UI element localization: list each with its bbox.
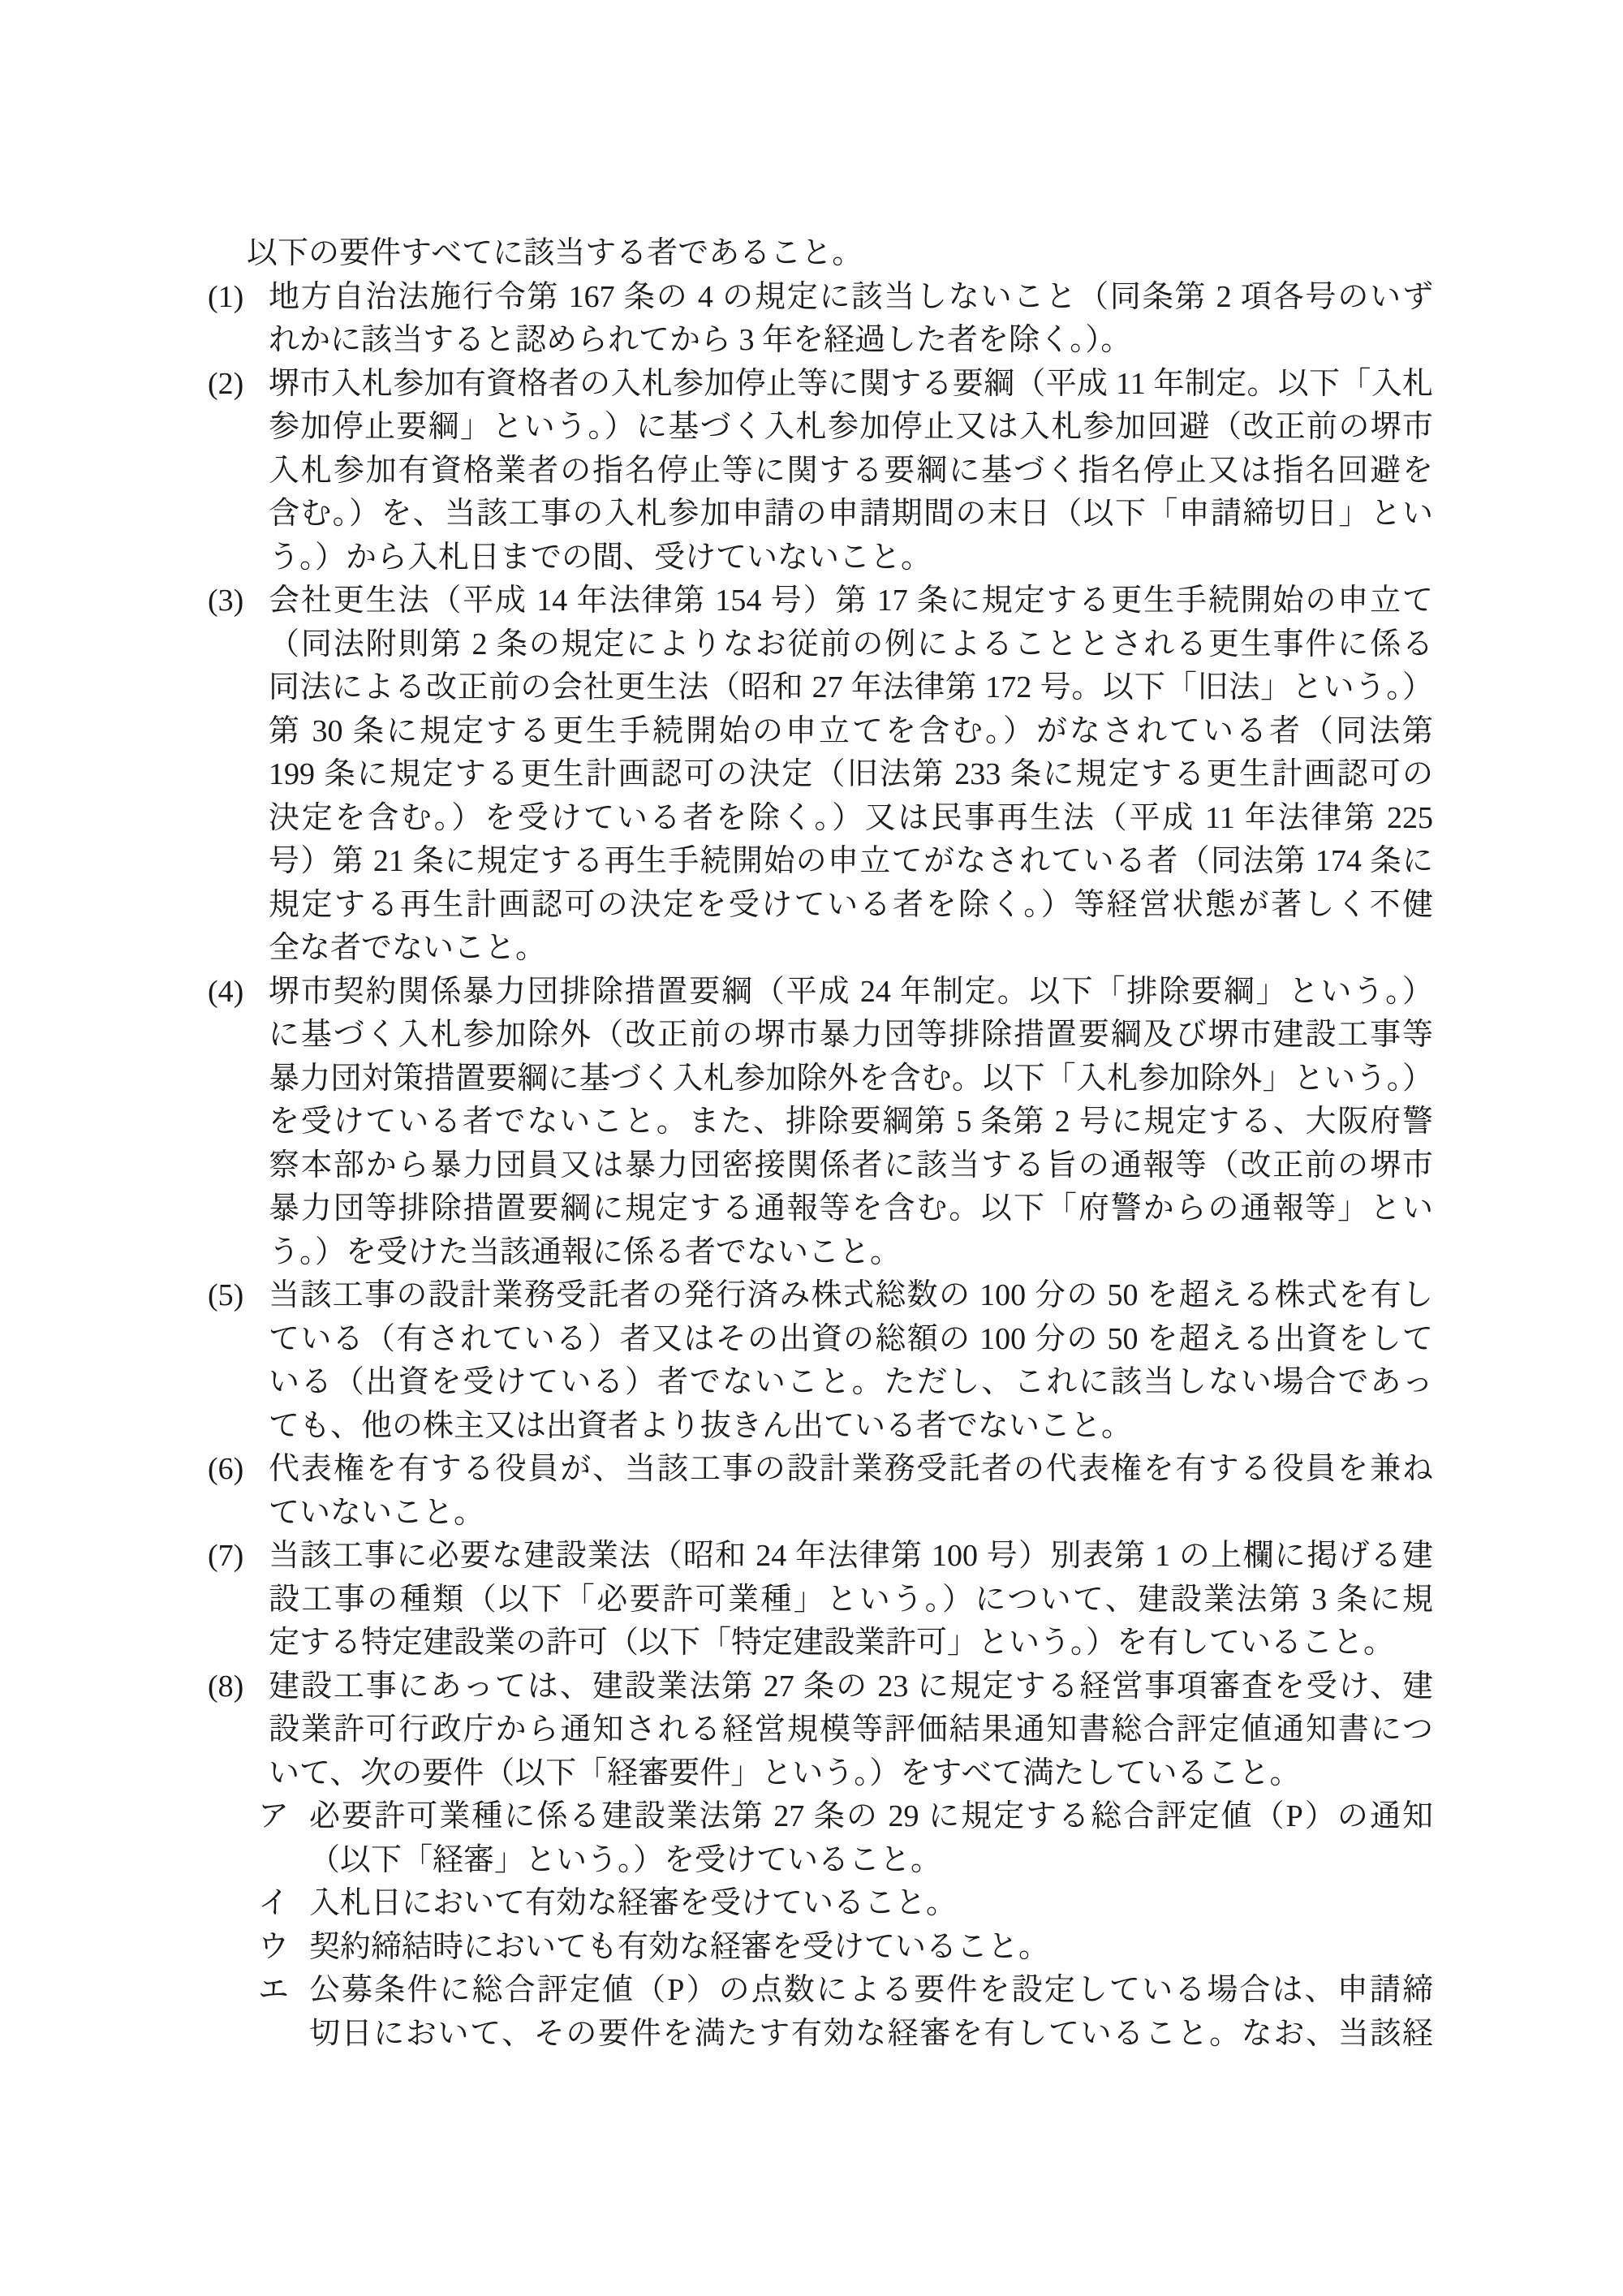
text-line: 設工事の種類（以下「必要許可業種」という。）について、建設業法第 3 条に規 <box>269 1582 1433 1617</box>
text-line: 199 条に規定する更生計画認可の決定（旧法第 233 条に規定する更生計画認可の <box>269 757 1433 791</box>
paragraph-item-4 <box>208 971 1433 1275</box>
text-line: に基づく入札参加除外（改正前の堺市暴力団等排除措置要綱及び堺市建設工事等 <box>269 1018 1433 1052</box>
text-line: 当該工事の設計業務受託者の発行済み株式総数の 100 分の 50 を超える株式を有し <box>269 1278 1433 1312</box>
text-line: 当該工事に必要な建設業法（昭和 24 年法律第 100 号）別表第 1 の上欄に掲げる建 <box>269 1539 1433 1573</box>
paragraph-item-9 <box>208 1795 1433 1882</box>
document-content <box>208 232 1433 2056</box>
text-line: いる（出資を受けている）者でないこと。ただし、これに該当しない場合であっ <box>269 1365 1433 1399</box>
item-marker: エ <box>258 1973 290 2007</box>
text-line: 堺市契約関係暴力団排除措置要綱（平成 24 年制定。以下「排除要綱」という。） <box>269 974 1433 1009</box>
text-line: う。）から入札日までの間、受けていないこと。 <box>269 540 932 575</box>
text-line: 堺市入札参加有資格者の入札参加停止等に関する要綱（平成 11 年制定。以下「入札 <box>269 366 1433 401</box>
item-marker: ウ <box>258 1929 290 1964</box>
text-line: 含む。）を、当該工事の入札参加申請の申請期間の末日（以下「申請締切日」とい <box>269 497 1433 531</box>
item-marker: (3) <box>208 584 244 618</box>
text-line: （以下「経審」という。）を受けていること。 <box>309 1842 942 1877</box>
text-line: 入札日において有効な経審を受けていること。 <box>309 1886 958 1920</box>
text-line: 暴力団等排除措置要綱に規定する通報等を含む。以下「府警からの通報等」とい <box>269 1191 1433 1226</box>
text-line: 地方自治法施行令第 167 条の 4 の規定に該当しないこと（同条第 2 項各号のいず <box>269 279 1433 314</box>
item-marker: (4) <box>208 974 244 1009</box>
text-line: 必要許可業種に係る建設業法第 27 条の 29 に規定する総合評定値（P）の通知 <box>309 1799 1433 1833</box>
paragraph-item-7 <box>208 1535 1433 1665</box>
item-marker: (1) <box>208 279 244 314</box>
item-marker: イ <box>258 1886 290 1920</box>
text-line: う。）を受けた当該通報に係る者でないこと。 <box>269 1234 902 1269</box>
text-line: を受けている者でないこと。また、排除要綱第 5 条第 2 号に規定する、大阪府警 <box>269 1105 1433 1139</box>
paragraph-item-10 <box>208 1882 1433 1926</box>
paragraph-item-2 <box>208 363 1433 580</box>
text-line: 代表権を有する役員が、当該工事の設計業務受託者の代表権を有する役員を兼ね <box>269 1452 1433 1486</box>
paragraph-item-11 <box>208 1926 1433 1970</box>
item-marker: (7) <box>208 1539 244 1573</box>
text-line: 規定する再生計画認可の決定を受けている者を除く。）等経営状態が著しく不健 <box>269 887 1433 922</box>
text-line: れかに該当すると認められてから 3 年を経過した者を除く。）。 <box>269 323 1132 357</box>
text-line: 入札参加有資格業者の指名停止等に関する要綱に基づく指名停止又は指名回避を <box>269 453 1433 488</box>
text-line: 暴力団対策措置要綱に基づく入札参加除外を含む。以下「入札参加除外」という。） <box>269 1061 1433 1096</box>
text-line: 全な者でないこと。 <box>269 931 547 965</box>
paragraph-item-1 <box>208 276 1433 363</box>
paragraph-item-12 <box>208 1969 1433 2056</box>
paragraph-item-8 <box>208 1665 1433 1796</box>
text-line: ていないこと。 <box>269 1495 485 1530</box>
text-line: 察本部から暴力団員又は暴力団密接関係者に該当する旨の通報等（改正前の堺市 <box>269 1148 1433 1182</box>
paragraph-item-6 <box>208 1448 1433 1535</box>
item-marker: (2) <box>208 366 244 401</box>
text-line: 公募条件に総合評定値（P）の点数による要件を設定している場合は、申請締 <box>309 1973 1433 2007</box>
text-line: （同法附則第 2 条の規定によりなお従前の例によることとされる更生事件に係る <box>269 627 1433 661</box>
item-marker: ア <box>258 1799 290 1833</box>
text-line: 建設工事にあっては、建設業法第 27 条の 23 に規定する経営事項審査を受け、建 <box>269 1669 1433 1704</box>
paragraph-item-3 <box>208 579 1433 971</box>
text-line: ている（有されている）者又はその出資の総額の 100 分の 50 を超える出資をして <box>269 1321 1433 1356</box>
text-line: 以下の要件すべてに該当する者であること。 <box>247 236 863 270</box>
text-line: 号）第 21 条に規定する再生手続開始の申立てがなされている者（同法第 174 条に <box>269 844 1433 878</box>
paragraph-intro <box>208 232 1433 276</box>
text-line: いて、次の要件（以下「経審要件」という。）をすべて満たしていること。 <box>269 1755 1301 1790</box>
text-line: 参加停止要綱」という。）に基づく入札参加停止又は入札参加回避（改正前の堺市 <box>269 410 1433 444</box>
text-line: ても、他の株主又は出資者より抜きん出ている者でないこと。 <box>269 1408 1133 1443</box>
item-marker: (6) <box>208 1452 244 1486</box>
text-line: 同法による改正前の会社更生法（昭和 27 年法律第 172 号。以下「旧法」という。） <box>269 670 1433 704</box>
text-line: 契約締結時においても有効な経審を受けていること。 <box>309 1929 1050 1964</box>
item-marker: (5) <box>208 1278 244 1312</box>
text-line: 会社更生法（平成 14 年法律第 154 号）第 17 条に規定する更生手続開始の申立て <box>269 584 1433 618</box>
item-marker: (8) <box>208 1669 244 1704</box>
text-line: 設業許可行政庁から通知される経営規模等評価結果通知書総合評定値通知書につ <box>269 1712 1433 1747</box>
text-line: 定する特定建設業の許可（以下「特定建設業許可」という。）を有していること。 <box>269 1626 1395 1660</box>
text-line: 決定を含む。）を受けている者を除く。）又は民事再生法（平成 11 年法律第 225 <box>269 800 1433 835</box>
text-line: 切日において、その要件を満たす有効な経審を有していること。なお、当該経 <box>309 2016 1433 2051</box>
paragraph-item-5 <box>208 1274 1433 1448</box>
text-line: 第 30 条に規定する更生手続開始の申立てを含む。）がなされている者（同法第 <box>269 713 1433 748</box>
